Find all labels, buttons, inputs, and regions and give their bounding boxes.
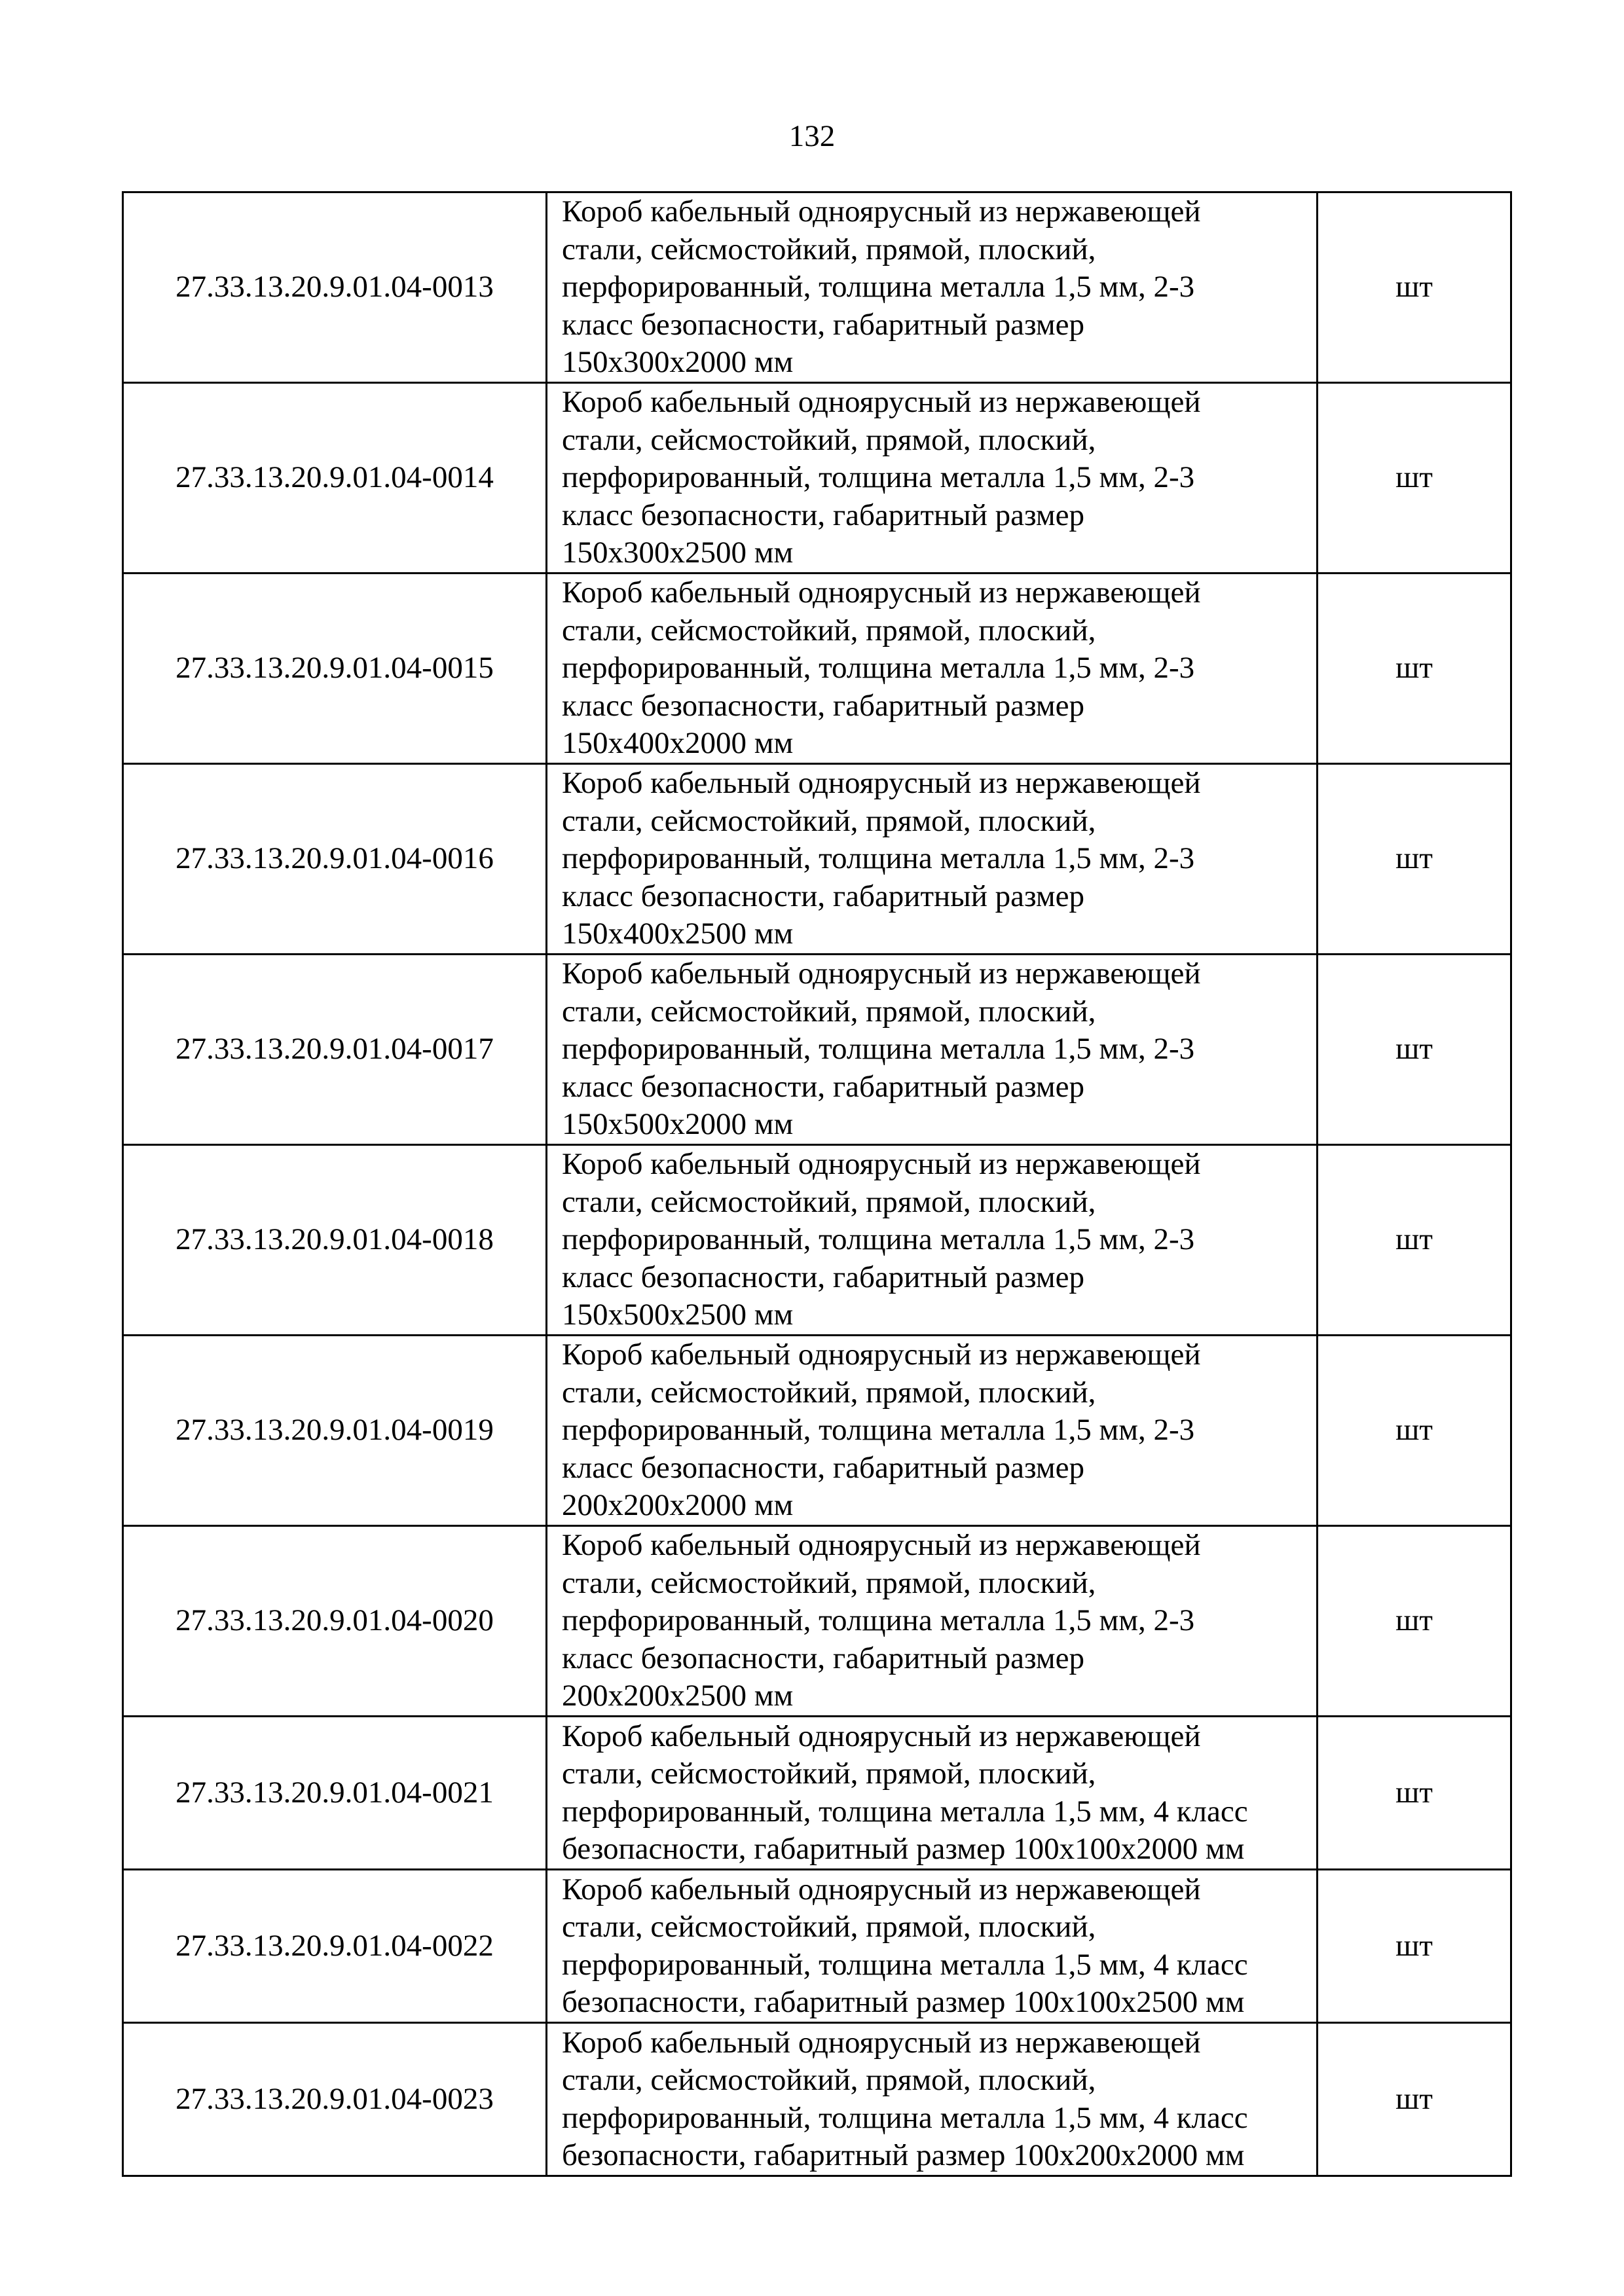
item-description-line: класс безопасности, габаритный размер xyxy=(562,1450,1084,1485)
item-description-line: класс безопасности, габаритный размер xyxy=(562,307,1084,342)
page-number: 132 xyxy=(788,119,836,153)
item-description-line: перфорированный, толщина металла 1,5 мм, 2-3 xyxy=(562,1413,1195,1448)
item-description-line: перфорированный, толщина металла 1,5 мм, 2-3 xyxy=(562,1603,1195,1638)
item-description-line: Короб кабельный одноярусный из нержавеющей xyxy=(562,575,1201,610)
table-row xyxy=(123,1870,1511,2023)
item-description-line: стали, сейсмостойкий, прямой, плоский, xyxy=(562,994,1096,1029)
item-description-line: Короб кабельный одноярусный из нержавеющей xyxy=(562,194,1201,229)
item-description xyxy=(547,2023,1318,2176)
item-description-line: Короб кабельный одноярусный из нержавеющей xyxy=(562,1528,1201,1563)
item-description xyxy=(547,1336,1318,1526)
item-description-line: Короб кабельный одноярусный из нержавеющей xyxy=(562,2025,1201,2060)
item-description-line: Короб кабельный одноярусный из нержавеющей xyxy=(562,1338,1201,1372)
item-unit: шт xyxy=(1318,192,1511,383)
item-description-line: Короб кабельный одноярусный из нержавеющей xyxy=(562,1872,1201,1906)
table-row xyxy=(123,574,1511,764)
item-unit: шт xyxy=(1318,955,1511,1145)
item-description-line: перфорированный, толщина металла 1,5 мм, 4 класс xyxy=(562,1794,1248,1829)
item-description-line: перфорированный, толщина металла 1,5 мм, 4 класс xyxy=(562,1947,1248,1982)
item-description-line: перфорированный, толщина металла 1,5 мм, 2-3 xyxy=(562,651,1195,685)
item-description-line: 150х500х2500 мм xyxy=(562,1298,794,1332)
item-description xyxy=(547,192,1318,383)
item-description-line: перфорированный, толщина металла 1,5 мм, 2-3 xyxy=(562,1222,1195,1257)
item-description-line: 150х500х2000 мм xyxy=(562,1107,794,1142)
item-unit: шт xyxy=(1318,383,1511,574)
item-description xyxy=(547,574,1318,764)
item-description-line: 200х200х2500 мм xyxy=(562,1679,794,1713)
item-description-line: стали, сейсмостойкий, прямой, плоский, xyxy=(562,1184,1096,1219)
item-unit: шт xyxy=(1318,574,1511,764)
item-description-line: перфорированный, толщина металла 1,5 мм, 2-3 xyxy=(562,841,1195,876)
item-description xyxy=(547,764,1318,955)
item-description-line: стали, сейсмостойкий, прямой, плоский, xyxy=(562,1910,1096,1944)
item-description-line: Короб кабельный одноярусный из нержавеющей xyxy=(562,385,1201,420)
item-unit: шт xyxy=(1318,1145,1511,1336)
item-description xyxy=(547,1717,1318,1870)
table-row xyxy=(123,955,1511,1145)
item-unit: шт xyxy=(1318,1870,1511,2023)
item-unit: шт xyxy=(1318,1526,1511,1717)
item-description-line: стали, сейсмостойкий, прямой, плоский, xyxy=(562,2063,1096,2097)
item-description-line: перфорированный, толщина металла 1,5 мм, 2-3 xyxy=(562,270,1195,304)
item-description-line: перфорированный, толщина металла 1,5 мм, 4 класс xyxy=(562,2100,1248,2135)
item-description-line: безопасности, габаритный размер 100х100х2000 мм xyxy=(562,1832,1245,1866)
item-unit: шт xyxy=(1318,1717,1511,1870)
item-description-line: 150х400х2500 мм xyxy=(562,917,794,951)
item-code: 27.33.13.20.9.01.04-0023 xyxy=(123,2023,547,2176)
item-code: 27.33.13.20.9.01.04-0022 xyxy=(123,1870,547,2023)
item-description xyxy=(547,1870,1318,2023)
item-description-line: Короб кабельный одноярусный из нержавеющей xyxy=(562,766,1201,801)
item-description-line: перфорированный, толщина металла 1,5 мм, 2-3 xyxy=(562,460,1195,495)
item-description-line: стали, сейсмостойкий, прямой, плоский, xyxy=(562,1757,1096,1791)
item-description xyxy=(547,383,1318,574)
item-unit: шт xyxy=(1318,1336,1511,1526)
item-code: 27.33.13.20.9.01.04-0017 xyxy=(123,955,547,1145)
item-description-line: 150х300х2000 мм xyxy=(562,345,794,380)
item-description-line: безопасности, габаритный размер 100х200х2000 мм xyxy=(562,2138,1245,2172)
item-description-line: класс безопасности, габаритный размер xyxy=(562,498,1084,532)
item-description-line: стали, сейсмостойкий, прямой, плоский, xyxy=(562,613,1096,647)
item-code: 27.33.13.20.9.01.04-0020 xyxy=(123,1526,547,1717)
item-unit: шт xyxy=(1318,2023,1511,2176)
item-description-line: 150х400х2000 мм xyxy=(562,726,794,761)
table-row xyxy=(123,1526,1511,1717)
table-row xyxy=(123,1336,1511,1526)
item-description-line: класс безопасности, габаритный размер xyxy=(562,879,1084,913)
table-row xyxy=(123,1145,1511,1336)
table-row xyxy=(123,383,1511,574)
item-description-line: безопасности, габаритный размер 100х100х2500 мм xyxy=(562,1985,1245,2019)
table-row xyxy=(123,1717,1511,1870)
item-description-line: класс безопасности, габаритный размер xyxy=(562,1641,1084,1675)
item-description-line: Короб кабельный одноярусный из нержавеющей xyxy=(562,1147,1201,1182)
item-description-line: 150х300х2500 мм xyxy=(562,536,794,570)
item-description xyxy=(547,1526,1318,1717)
items-table-body xyxy=(123,192,1511,2176)
item-code: 27.33.13.20.9.01.04-0019 xyxy=(123,1336,547,1526)
item-code: 27.33.13.20.9.01.04-0016 xyxy=(123,764,547,955)
item-description-line: класс безопасности, габаритный размер xyxy=(562,688,1084,723)
items-table xyxy=(122,191,1512,2177)
item-code: 27.33.13.20.9.01.04-0014 xyxy=(123,383,547,574)
item-unit: шт xyxy=(1318,764,1511,955)
item-description-line: стали, сейсмостойкий, прямой, плоский, xyxy=(562,1565,1096,1600)
item-description-line: Короб кабельный одноярусный из нержавеющей xyxy=(562,1719,1201,1753)
item-code: 27.33.13.20.9.01.04-0021 xyxy=(123,1717,547,1870)
item-description-line: Короб кабельный одноярусный из нержавеющей xyxy=(562,957,1201,991)
item-description-line: класс безопасности, габаритный размер xyxy=(562,1260,1084,1294)
item-code: 27.33.13.20.9.01.04-0018 xyxy=(123,1145,547,1336)
item-description-line: стали, сейсмостойкий, прямой, плоский, xyxy=(562,1375,1096,1410)
item-description-line: перфорированный, толщина металла 1,5 мм, 2-3 xyxy=(562,1032,1195,1066)
table-row xyxy=(123,2023,1511,2176)
item-code: 27.33.13.20.9.01.04-0013 xyxy=(123,192,547,383)
table-row xyxy=(123,764,1511,955)
item-description-line: стали, сейсмостойкий, прямой, плоский, xyxy=(562,803,1096,838)
item-description-line: 200х200х2000 мм xyxy=(562,1488,794,1523)
item-description-line: стали, сейсмостойкий, прямой, плоский, xyxy=(562,232,1096,266)
item-description xyxy=(547,955,1318,1145)
table-row xyxy=(123,192,1511,383)
item-description-line: стали, сейсмостойкий, прямой, плоский, xyxy=(562,422,1096,457)
item-description xyxy=(547,1145,1318,1336)
item-description-line: класс безопасности, габаритный размер xyxy=(562,1069,1084,1104)
item-code: 27.33.13.20.9.01.04-0015 xyxy=(123,574,547,764)
